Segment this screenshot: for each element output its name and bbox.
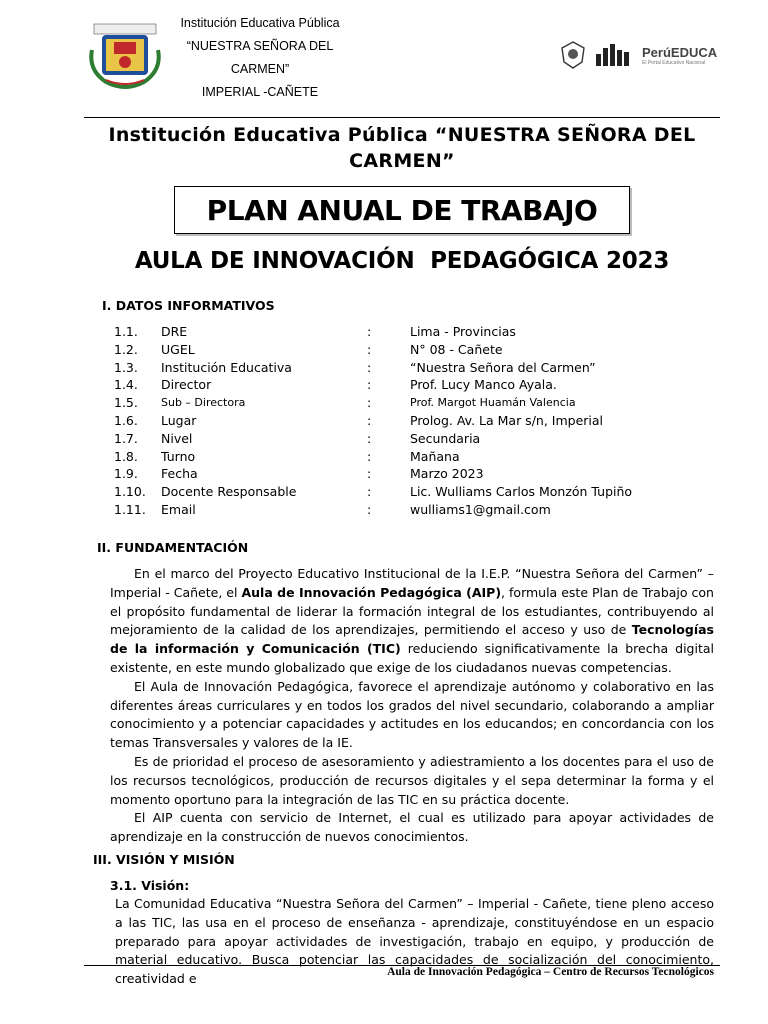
school-emblem-icon (86, 20, 164, 90)
info-label: Institución Educativa (161, 359, 292, 375)
info-number: 1.6. (114, 412, 138, 428)
info-separator: : (367, 395, 372, 411)
section-3-heading: III. VISIÓN Y MISIÓN (93, 852, 235, 867)
header-line-1: Institución Educativa Pública (180, 16, 340, 30)
info-separator: : (367, 359, 372, 375)
peru-educa-text: PerúEDUCA (642, 44, 718, 60)
info-value: Prof. Lucy Manco Ayala. (410, 377, 557, 393)
info-value: N° 08 - Cañete (410, 341, 503, 357)
info-label: Turno (161, 448, 196, 464)
info-row (114, 412, 694, 430)
info-label: Docente Responsable (161, 484, 297, 500)
info-separator: : (367, 412, 372, 428)
p3-text: Es de prioridad el proceso de asesoramiento y adiestramiento a los docentes para el uso de los recursos tecnológicos, producción de recursos digitales y el sepa determinar la forma y el momento oportuno para la integración de las TIC en su práctica docente. (110, 753, 714, 807)
info-value: Secundaria (410, 430, 481, 446)
info-number: 1.7. (114, 430, 138, 446)
info-separator: : (367, 448, 372, 464)
info-label: Nivel (161, 430, 193, 446)
info-label: UGEL (161, 341, 195, 357)
fundamentacion-paragraph-4 (110, 809, 714, 847)
institution-title (84, 122, 720, 174)
peru-shield-icon (560, 40, 586, 70)
plan-title-box (174, 186, 630, 234)
info-number: 1.3. (114, 359, 138, 375)
header-school-name (160, 12, 360, 104)
p1-bold-aip: Aula de Innovación Pedagógica (AIP) (241, 584, 502, 600)
info-separator: : (367, 484, 372, 500)
info-value: Prof. Margot Huamán Valencia (410, 396, 576, 410)
info-label: Email (161, 501, 196, 517)
info-label: Sub – Directora (161, 396, 246, 410)
p4-text: El AIP cuenta con servicio de Internet, el cual es utilizado para apoyar actividades de aprendizaje en la construcción de nuevos conocimientos. (110, 810, 714, 845)
info-number: 1.9. (114, 466, 138, 482)
vision-text: La Comunidad Educativa “Nuestra Señora del Carmen” – Imperial - Cañete, tiene pleno acceso a las TIC, las usa en el proceso de enseñanza - aprendizaje, constituyéndose en un espacio preparado para apoyar actividades de investigación, trabajo en equipo, y producción de material educativo. Busca potenciar las capacidades de socialización del conocimiento, creatividad e (115, 896, 714, 987)
header-line-2: “NUESTRA SEÑORA DEL CARMEN” (186, 39, 334, 76)
info-label: Fecha (161, 466, 198, 482)
info-value: Mañana (410, 448, 460, 464)
peru-educa-subtext: El Portal Educativo Nacional (642, 59, 706, 66)
info-value: Prolog. Av. La Mar s/n, Imperial (410, 412, 604, 428)
info-row (114, 394, 694, 412)
plan-title: PLAN ANUAL DE TRABAJO (206, 193, 598, 227)
info-label: Lugar (161, 412, 197, 428)
info-row (114, 448, 694, 466)
info-separator: : (367, 501, 372, 517)
info-number: 1.1. (114, 324, 138, 339)
info-separator: : (367, 377, 372, 393)
info-separator: : (367, 324, 372, 339)
aula-title: AULA DE INNOVACIÓN PEDAGÓGICA 2023 (134, 248, 670, 274)
fundamentacion-text (110, 565, 714, 847)
info-label: Director (161, 377, 212, 393)
info-row (114, 323, 694, 341)
info-row (114, 430, 694, 448)
peru-educa-logo (642, 45, 717, 66)
info-number: 1.2. (114, 341, 138, 357)
vision-subheading: 3.1. Visión: (110, 878, 190, 893)
p1-text-e: reduciendo significativamente la brecha digital existente, en este mundo globalizado que exige de los ciudadanos nuevas competencias. (110, 641, 714, 675)
info-row (114, 376, 694, 394)
section-2-heading: II. FUNDAMENTACIÓN (97, 540, 249, 555)
info-row (114, 483, 694, 501)
p2-text: El Aula de Innovación Pedagógica, favorece el aprendizaje autónomo y colaborativo en las diferentes áreas curriculares y en todos los grados del nivel secundario, colaborando a ampliar conocimiento y a potenciar capacidades y actitudes en los educandos; en concordancia con los temas Transversales y valores de la IE. (110, 678, 714, 751)
info-value: wulliams1@gmail.com (410, 501, 551, 517)
info-separator: : (367, 341, 372, 357)
p1-text-c: , formula este Plan de Trabajo con el propósito fundamental de liderar la formación integral de los estudiantes, contribuyendo al mejoramiento de la calidad de los aprendizajes, permitiendo el acceso y uso de (110, 584, 714, 638)
info-separator: : (367, 466, 372, 482)
info-value: Marzo 2023 (410, 466, 484, 482)
section-1-heading: I. DATOS INFORMATIVOS (102, 298, 275, 313)
header-line-3: IMPERIAL -CAÑETE (201, 85, 319, 99)
info-value: “Nuestra Señora del Carmen” (410, 359, 596, 375)
p1-bold-tic: Tecnologías de la información y Comunicación (TIC) (110, 622, 714, 657)
info-label: DRE (161, 324, 188, 339)
info-row (114, 465, 694, 483)
institution-title-line-2: CARMEN” (349, 150, 455, 172)
info-row (114, 341, 694, 359)
fundamentacion-paragraph-2 (110, 678, 714, 753)
minedu-logo-icon (594, 40, 634, 70)
info-number: 1.4. (114, 377, 138, 393)
info-number: 1.5. (114, 395, 138, 411)
fundamentacion-paragraph-3 (110, 753, 714, 809)
header-divider (84, 117, 720, 118)
footer-text: Aula de Innovación Pedagógica – Centro de Recursos Tecnológicos (387, 966, 714, 978)
fundamentacion-paragraph-1 (110, 565, 714, 678)
info-separator: : (367, 430, 372, 446)
info-number: 1.11. (114, 501, 146, 517)
info-row (114, 359, 694, 377)
datos-informativos-list (114, 323, 694, 519)
info-value: Lima - Provincias (410, 324, 516, 339)
partner-logos (560, 38, 730, 72)
info-value: Lic. Wulliams Carlos Monzón Tupiño (410, 484, 633, 500)
info-row (114, 501, 694, 519)
p1-text-a: En el marco del Proyecto Educativo Institucional de la I.E.P. “Nuestra Señora del Carmen” – Imperial - Cañete, el (110, 566, 714, 600)
info-number: 1.8. (114, 448, 138, 464)
institution-title-line-1: Institución Educativa Pública “NUESTRA SEÑORA DEL (108, 124, 696, 146)
info-number: 1.10. (114, 484, 146, 500)
